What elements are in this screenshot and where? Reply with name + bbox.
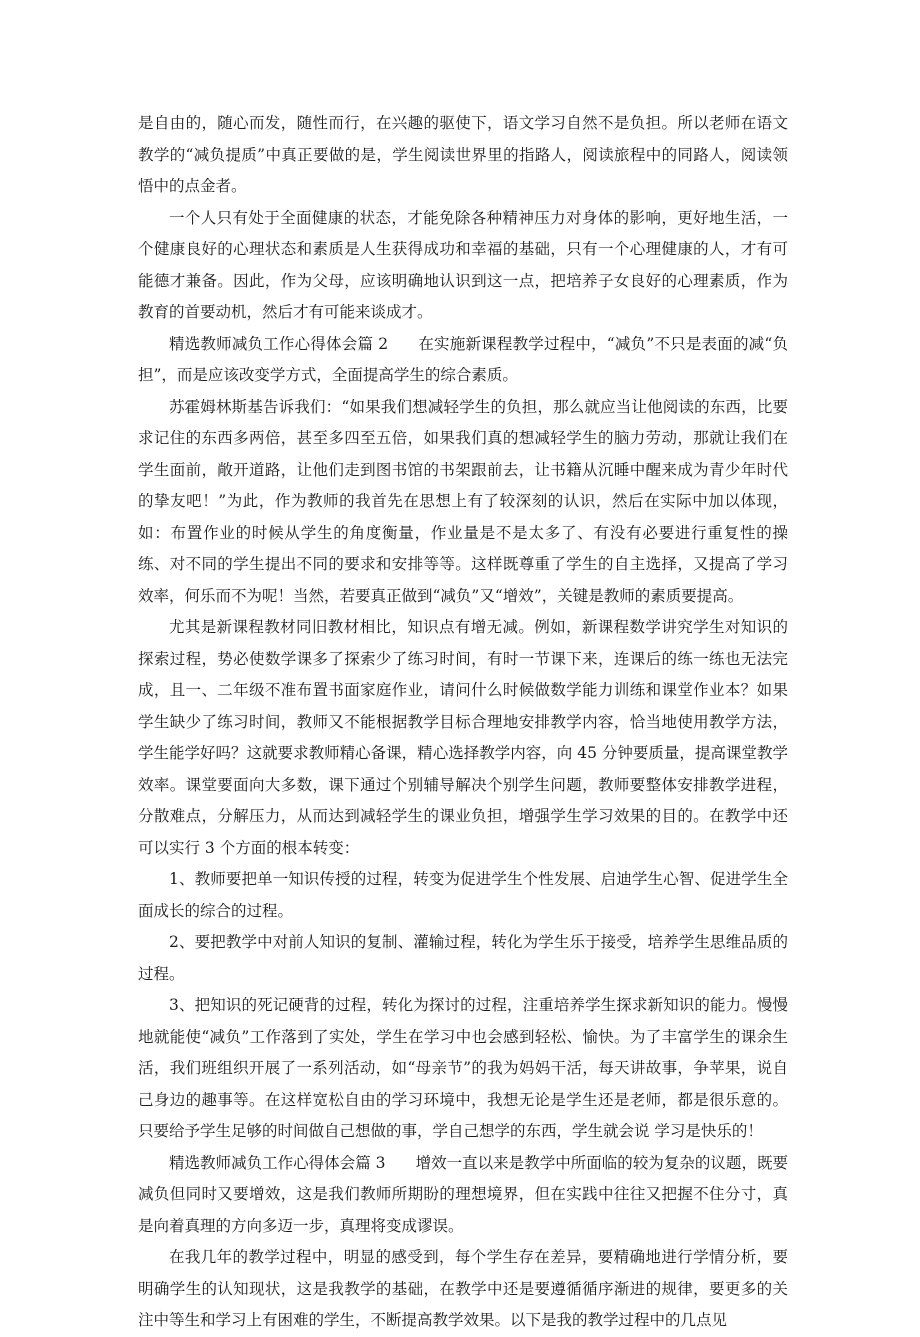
paragraph: 在我几年的教学过程中，明显的感受到，每个学生存在差异，要精确地进行学情分析，要明确学生的认知现状，这是我教学的基础，在教学中还是要遵循循序渐进的规律，要更多的关注中等生和学习上有困难的学生，不断提高教学效果。以下是我的教学过程中的几点见 [138, 1248, 788, 1329]
list-paragraph: 3、把知识的死记硬背的过程，转化为探讨的过程，注重培养学生探求新知识的能力。慢慢地就能使“减负”工作落到了实处，学生在学习中也会感到轻松、愉快。为了丰富学生的课余生活，我们班组织开展了一系列活动，如“母亲节”的我为妈妈干活，每天讲故事，争苹果，说自己身边的趣事等。在这样宽松自由的学习环境中，我想无论是学生还是老师，都是很乐意的。只要给予学生足够的时间做自己想做的事，学自己想学的东西，学生就会说 学习是快乐的！ [138, 996, 788, 1140]
list-paragraph: 1、教师要把单一知识传授的过程，转变为促进学生个性发展、启迪学生心智、促进学生全面成长的综合的过程。 [138, 870, 788, 920]
paragraph-with-section-title [138, 1148, 788, 1243]
section-title: 精选教师减负工作心得体会篇 2 [169, 334, 389, 353]
document-body [138, 108, 788, 1337]
paragraph-text: 增效一直以来是教学中所面临的较为复杂的议题，既要减负但同时又要增效，这是我们教师所期盼的理想境界，但在实践中往往又把握不住分寸，真是向着真理的方向多迈一步，真理将变成谬误。 [138, 1153, 788, 1235]
paragraph: 尤其是新课程教材同旧教材相比，知识点有增无减。例如，新课程数学讲究学生对知识的探索过程，势必使数学课多了探索少了练习时间，有时一节课下来，连课后的练一练也无法完成，且一、二年级不准布置书面家庭作业，请问什么时候做数学能力训练和课堂作业本？如果学生缺少了练习时间，教师又不能根据教学目标合理地安排教学内容，恰当地使用教学方法，学生能学好吗？这就要求教师精心备课，精心选择教学内容，向 45 分钟要质量，提高课堂教学效率。课堂要面向大多数，课下通过个别辅导解决个别学生问题，教师要整体安排教学进程，分散难点，分解压力，从而达到减轻学生的课业负担，增强学生学习效果的目的。在教学中还可以实行 3 个方面的根本转变： [138, 618, 788, 857]
paragraph-with-section-title [138, 329, 788, 392]
paragraph-text: 在实施新课程教学过程中，“减负”不只是表面的减“负担”，而是应该改变学方式，全面提高学生的综合素质。 [138, 334, 788, 384]
list-paragraph: 2、要把教学中对前人知识的复制、灌输过程，转化为学生乐于接受，培养学生思维品质的过程。 [138, 933, 788, 983]
paragraph: 苏霍姆林斯基告诉我们：“如果我们想减轻学生的负担，那么就应当让他阅读的东西，比要求记住的东西多两倍，甚至多四至五倍，如果我们真的想减轻学生的脑力劳动，那就让我们在学生面前，敞开道路，让他们走到图书馆的书架跟前去，让书籍从沉睡中醒来成为青少年时代的挚友吧！”为此，作为教师的我首先在思想上有了较深刻的认识，然后在实际中加以体现，如：布置作业的时候从学生的角度衡量，作业量是不是太多了、有没有必要进行重复性的操练、对不同的学生提出不同的要求和安排等等。这样既尊重了学生的自主选择，又提高了学习效率，何乐而不为呢！当然，若要真正做到“减负”又“增效”，关键是教师的素质要提高。 [138, 397, 788, 605]
paragraph: 一个人只有处于全面健康的状态，才能免除各种精神压力对身体的影响，更好地生活，一个健康良好的心理状态和素质是人生获得成功和幸福的基础，只有一个心理健康的人，才有可能德才兼备。因此，作为父母，应该明确地认识到这一点，把培养子女良好的心理素质，作为教育的首要动机，然后才有可能来谈成才。 [138, 208, 788, 321]
section-title: 精选教师减负工作心得体会篇 3 [169, 1153, 386, 1172]
paragraph: 是自由的，随心而发，随性而行，在兴趣的驱使下，语文学习自然不是负担。所以老师在语文教学的“减负提质”中真正要做的是，学生阅读世界里的指路人，阅读旅程中的同路人，阅读领悟中的点金者。 [138, 114, 788, 195]
